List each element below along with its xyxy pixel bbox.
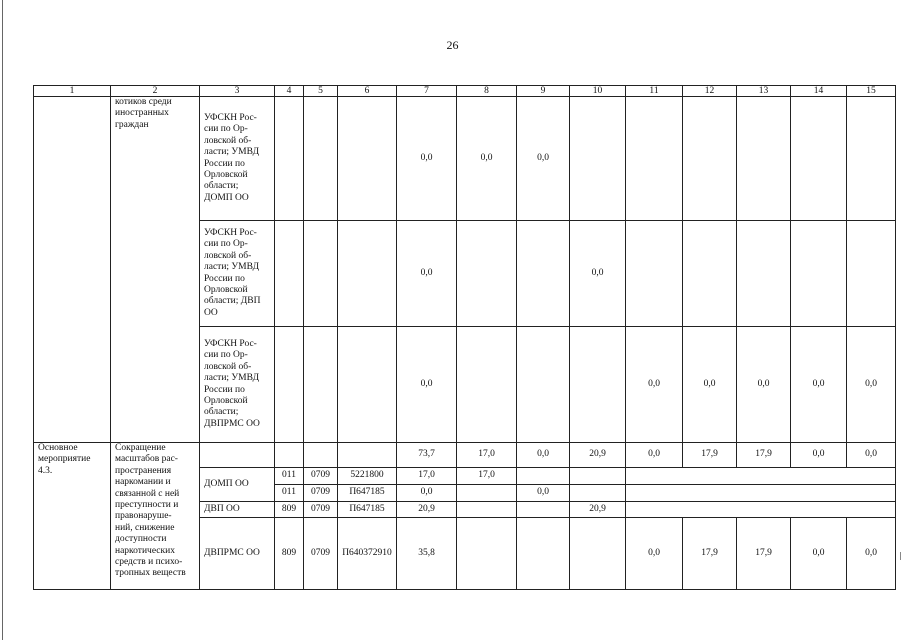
executor-line: ловской об- (204, 135, 252, 146)
measure-name-line: правонаруше- (115, 511, 172, 522)
value-cell (457, 221, 517, 327)
measure-name-line: тропных веществ (115, 568, 186, 579)
value-cell: 0,0 (791, 518, 847, 590)
empty-cell (338, 443, 397, 468)
value-cell (570, 518, 626, 590)
code-cell: П640372910 (338, 518, 397, 590)
value-cell: 17,9 (683, 518, 737, 590)
scan-margin-mark (900, 552, 901, 560)
measure-name-line: средств и психо- (115, 557, 183, 568)
total-value: 0,0 (791, 443, 847, 468)
value-cell (683, 221, 737, 327)
table-row (34, 443, 896, 468)
code-cell: 011 (275, 485, 304, 502)
value-cell: 20,9 (570, 502, 626, 518)
measure-name-line: доступности (115, 534, 167, 545)
total-value: 0,0 (626, 443, 683, 468)
measure-id-line: мероприятие (38, 454, 91, 465)
value-cell (457, 502, 517, 518)
code-cell: П647185 (338, 502, 397, 518)
executor-line: Орловской (204, 395, 248, 406)
empty-cell (304, 221, 338, 327)
value-cell: 0,0 (570, 221, 626, 327)
executor-line: Орловской (204, 169, 248, 180)
total-value: 73,7 (397, 443, 457, 468)
total-value: 17,9 (683, 443, 737, 468)
value-cell: 0,0 (847, 327, 896, 443)
code-cell: 5221800 (338, 468, 397, 485)
header-cell: 11 (626, 86, 683, 97)
empty-cell (34, 97, 111, 443)
scan-left-edge-line (2, 0, 3, 640)
executor-cell (200, 327, 275, 443)
measure-id-line: 4.3. (38, 465, 53, 476)
measure-name-cell (111, 443, 200, 590)
executor-line: ДОМП ОО (204, 192, 249, 203)
measure-name-line: масштабов рас- (115, 454, 178, 465)
header-cell: 5 (304, 86, 338, 97)
total-value: 0,0 (517, 443, 570, 468)
header-cell: 8 (457, 86, 517, 97)
measure-name-line: наркомании и (115, 477, 171, 488)
header-cell: 9 (517, 86, 570, 97)
value-cell (517, 518, 570, 590)
value-cell (570, 97, 626, 221)
value-cell (847, 97, 896, 221)
executor-cell (200, 221, 275, 327)
value-cell: 0,0 (517, 485, 570, 502)
value-cell (791, 97, 847, 221)
value-cell (626, 97, 683, 221)
measure-name-line: Сокращение (115, 443, 166, 453)
executor-line: области; ДВП (204, 296, 261, 307)
header-row (34, 86, 896, 97)
empty-cell (304, 97, 338, 221)
value-cell (457, 327, 517, 443)
header-cell: 7 (397, 86, 457, 97)
value-cell: 0,0 (397, 485, 457, 502)
empty-cell (338, 327, 397, 443)
executor-cell (200, 97, 275, 221)
page-number: 26 (446, 38, 459, 52)
executor-line: области; (204, 407, 239, 418)
value-cell: 0,0 (847, 518, 896, 590)
value-cell (517, 327, 570, 443)
header-cell: 3 (200, 86, 275, 97)
value-cell (517, 502, 570, 518)
executor-line: сии по Ор- (204, 350, 248, 361)
header-cell: 13 (737, 86, 791, 97)
executor-line: УФСКН Рос- (204, 338, 257, 349)
executor-line: ласти; УМВД (204, 262, 260, 273)
executor-cell: ДВПРМС ОО (200, 518, 275, 590)
executor-line: ОО (204, 307, 218, 318)
total-value: 17,9 (737, 443, 791, 468)
empty-cell (275, 327, 304, 443)
executor-line: ловской об- (204, 361, 252, 372)
header-cell: 14 (791, 86, 847, 97)
empty-cell (626, 485, 896, 502)
value-cell (626, 221, 683, 327)
executor-line: Орловской (204, 284, 248, 295)
measure-name-text: котиков среди иностранных граждан (115, 97, 172, 130)
measure-id-cell (34, 443, 111, 590)
code-cell: П647185 (338, 485, 397, 502)
value-cell: 0,0 (626, 518, 683, 590)
total-value: 17,0 (457, 443, 517, 468)
value-cell (517, 468, 570, 485)
empty-cell (200, 443, 275, 468)
code-cell: 809 (275, 502, 304, 518)
value-cell (847, 221, 896, 327)
executor-line: России по (204, 273, 245, 284)
value-cell (457, 518, 517, 590)
measure-id-line: Основное (38, 443, 78, 453)
executor-line: сии по Ор- (204, 239, 248, 250)
measure-name-line: наркотических (115, 545, 175, 556)
executor-line: ловской об- (204, 250, 252, 261)
header-cell: 2 (111, 86, 200, 97)
empty-cell (304, 443, 338, 468)
value-cell: 0,0 (683, 327, 737, 443)
executor-line: сии по Ор- (204, 124, 248, 135)
code-cell: 809 (275, 518, 304, 590)
value-cell: 17,0 (457, 468, 517, 485)
measure-name-line: пространения (115, 465, 172, 476)
value-cell: 17,9 (737, 518, 791, 590)
measure-name-line: ний, снижение (115, 522, 175, 533)
executor-line: ДВПРМС ОО (204, 418, 260, 429)
measure-name-line: связанной с ней (115, 488, 180, 499)
value-cell: 17,0 (397, 468, 457, 485)
value-cell (570, 485, 626, 502)
header-cell: 4 (275, 86, 304, 97)
empty-cell (275, 221, 304, 327)
total-value: 20,9 (570, 443, 626, 468)
empty-cell (275, 443, 304, 468)
empty-cell (304, 327, 338, 443)
value-cell: 0,0 (397, 221, 457, 327)
value-cell (457, 485, 517, 502)
executor-line: УФСКН Рос- (204, 227, 257, 238)
value-cell: 20,9 (397, 502, 457, 518)
empty-cell (626, 468, 896, 485)
value-cell: 0,0 (397, 327, 457, 443)
executor-line: области; (204, 181, 239, 192)
executor-line: ласти; УМВД (204, 147, 260, 158)
code-cell: 0709 (304, 502, 338, 518)
empty-cell (338, 221, 397, 327)
budget-table (33, 85, 896, 590)
value-cell (683, 97, 737, 221)
executor-line: России по (204, 158, 245, 169)
measure-name-cont (111, 97, 200, 443)
executor-line: УФСКН Рос- (204, 112, 257, 123)
value-cell: 0,0 (737, 327, 791, 443)
value-cell: 0,0 (397, 97, 457, 221)
value-cell (517, 221, 570, 327)
value-cell: 35,8 (397, 518, 457, 590)
value-cell (570, 327, 626, 443)
empty-cell (338, 97, 397, 221)
header-cell: 15 (847, 86, 896, 97)
value-cell (791, 221, 847, 327)
executor-cell: ДОМП ОО (200, 468, 275, 502)
code-cell: 0709 (304, 518, 338, 590)
header-cell: 10 (570, 86, 626, 97)
table-row (34, 97, 896, 221)
value-cell: 0,0 (457, 97, 517, 221)
header-cell: 6 (338, 86, 397, 97)
header-cell: 1 (34, 86, 111, 97)
value-cell (737, 221, 791, 327)
executor-cell: ДВП ОО (200, 502, 275, 518)
header-cell: 12 (683, 86, 737, 97)
code-cell: 0709 (304, 485, 338, 502)
code-cell: 0709 (304, 468, 338, 485)
value-cell: 0,0 (517, 97, 570, 221)
empty-cell (275, 97, 304, 221)
value-cell: 0,0 (626, 327, 683, 443)
measure-name-line: преступности и (115, 500, 179, 511)
total-value: 0,0 (847, 443, 896, 468)
value-cell (737, 97, 791, 221)
code-cell: 011 (275, 468, 304, 485)
value-cell (570, 468, 626, 485)
empty-cell (626, 502, 896, 518)
value-cell: 0,0 (791, 327, 847, 443)
executor-line: ласти; УМВД (204, 373, 260, 384)
executor-line: России по (204, 384, 245, 395)
